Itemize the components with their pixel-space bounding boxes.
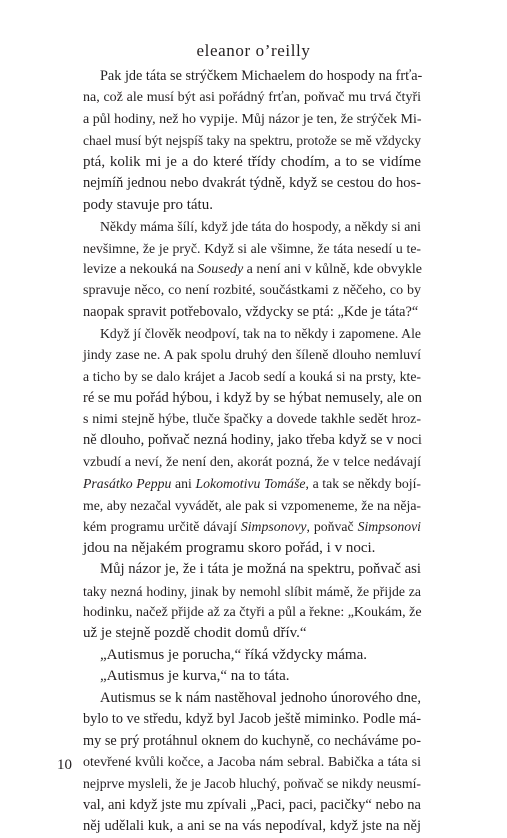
text-line: val, ani když jste mu zpívali „Paci, paci, pacičky“ nebo na — [83, 796, 421, 813]
text-line: ré se mu pořád hýbou, i když by se hýbat nemusely, ale on — [83, 389, 422, 406]
text-line: pody stavuje pro tátu. — [83, 196, 213, 213]
text-line: nejmíň jednou nebo dvakrát týdně, když se cestou do hos- — [83, 175, 421, 192]
text-line: Někdy máma šílí, když jde táta do hospody, a někdy si ani — [100, 219, 421, 235]
text-line: otevřené kvůli kočce, a Jacoba nám sebral. Babička a táta si — [83, 755, 421, 770]
text-line: jdou na nějakém programu skoro pořád, i v noci. — [83, 539, 376, 556]
text-line: chael musí být nejspíš taky na spektru, protože se mě vždycky — [83, 133, 421, 149]
text-line: bylo to ve středu, když byl Jacob ještě miminko. Podle má- — [83, 711, 421, 728]
body-text — [83, 66, 421, 838]
page-number: 10 — [57, 757, 72, 773]
text-line: nejprve mysleli, že je Jacob hluchý, poňvač se nikdy neusmí- — [83, 776, 421, 792]
text-line: něj udělali kuk, a ani se na vás nepodíval, když jste na něj — [83, 818, 421, 835]
text-line: Autismus se k nám nastěhoval jednoho únorového dne, — [100, 689, 421, 706]
text-line: naopak spravit potřebovalo, vždycky se ptá: „Kde je táta?“ — [83, 303, 419, 320]
text-line: Pak jde táta se strýčkem Michaelem do hospody na frťa- — [100, 68, 423, 84]
text-line: levize a nekouká na Sousedy a není ani v kůlně, kde obvykle — [83, 261, 423, 277]
text-line: me, aby nezačal vyvádět, ale pak si vzpomeneme, že na nějа- — [83, 497, 421, 513]
text-line: „Autismus je porucha,“ říká vždycky máma. — [100, 646, 367, 663]
running-head: eleanor o’reilly — [196, 41, 311, 60]
text-line: Když jí člověk neodpoví, tak na to někdy i zapomene. Ale — [100, 326, 421, 342]
text-line: spravuje něco, co není rozbité, součástkami z něčeho, co by — [83, 283, 421, 299]
text-line: ptá, kolik mi je a do které třídy chodím, a to se vidíme — [83, 153, 421, 170]
text-line: „Autismus je kurva,“ na to táta. — [100, 668, 290, 685]
text-line: Můj názor je, že i táta je možná na spektru, poňvač asi — [100, 561, 421, 578]
text-line: jindy zase ne. A pak spolu druhý den šíleně dlouho nemluví — [83, 347, 421, 363]
text-line: vzbudí a neví, že není den, akorát pozná, že v telce nedávají — [83, 454, 421, 470]
text-line: na, což ale musí být asi pořádný frťan, poňvač mu trvá čtyři — [83, 90, 421, 106]
text-line: hodinku, načež přijde až za čtyři a půl a řekne: „Koukám, že — [83, 604, 422, 620]
text-line: nevšimne, že je pryč. Když si ale všimne, že táta nesedí u te- — [83, 240, 421, 256]
text-line: s nimi stejně hýbe, tluče špačky a dovede takhle sedět hroz- — [83, 412, 421, 427]
text-line: a ticho by se dalo krájet a Jacob sedí a kouká si na prsty, kte- — [83, 369, 421, 385]
text-line: taky nezná hodiny, jinak by nemohl slíbit mámě, že přijde za — [83, 583, 421, 599]
text-line: už je stejně pozdě chodit domů dřív.“ — [83, 625, 307, 642]
text-line: kém programu určitě dávají Simpsonovy, poňvač Simpsonovi — [83, 519, 421, 535]
text-line: Prasátko Peppu ani Lokomotivu Tomáše, a tak se někdy bojí- — [83, 476, 421, 492]
text-line: a půl hodiny, než ho vypije. Můj názor je ten, že strýček Mi- — [83, 111, 422, 127]
text-line: ně dlouho, poňvač nezná hodiny, jako třeba když se v noci — [83, 432, 422, 449]
text-line: my se prý protáhnul oknem do kuchyně, co necháváme po- — [83, 732, 421, 749]
